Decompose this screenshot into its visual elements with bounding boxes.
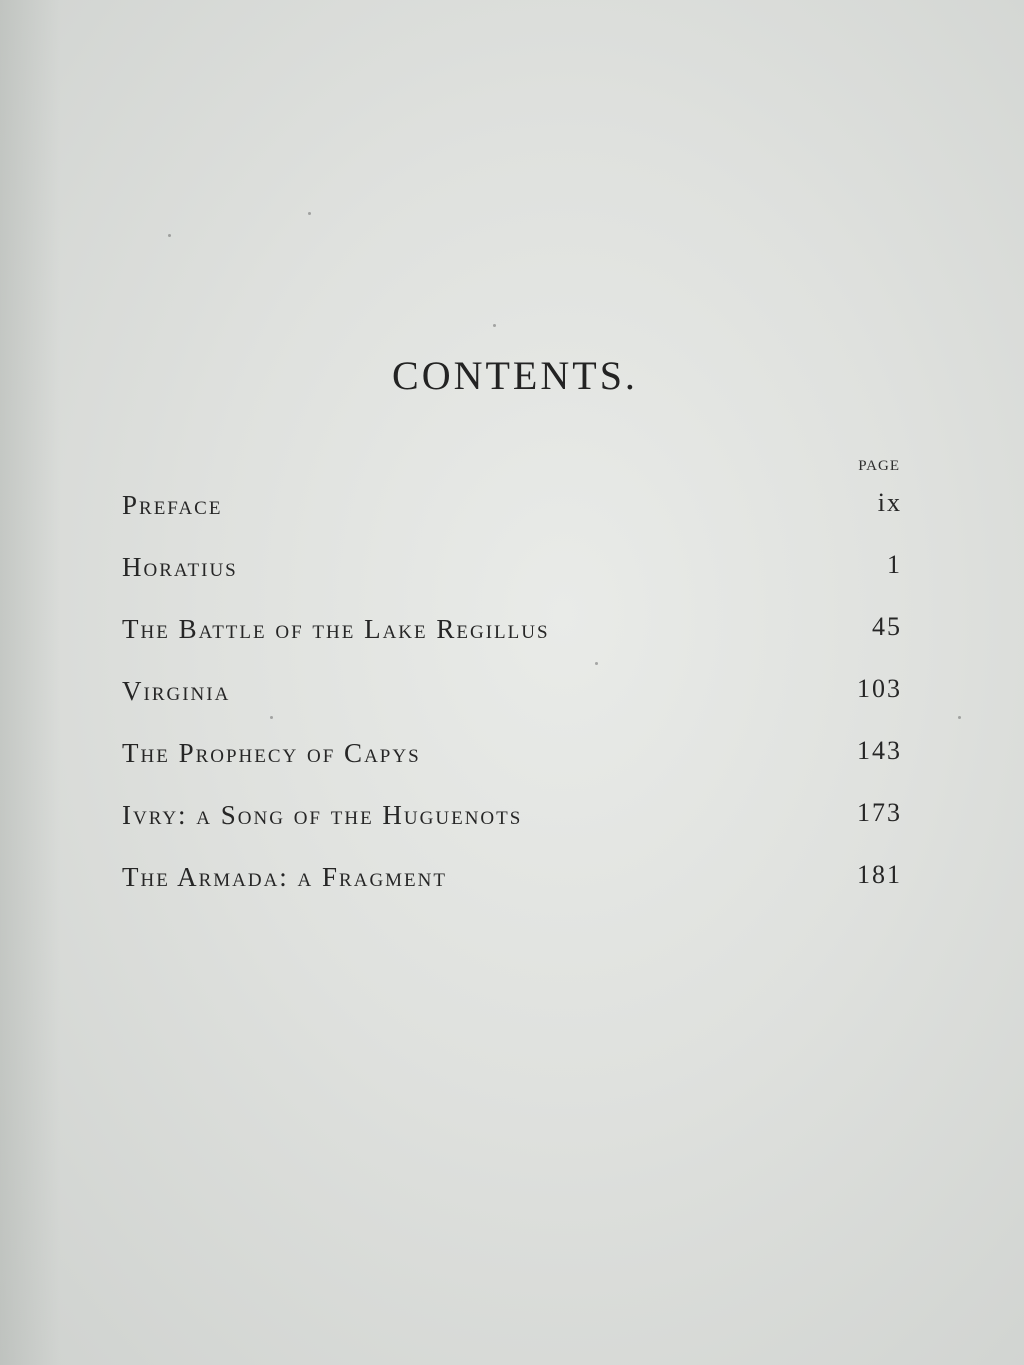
dot-leader xyxy=(244,666,826,706)
toc-entry-prophecy-of-capys[interactable] xyxy=(122,728,902,790)
toc-entry-page: 1 xyxy=(887,550,902,579)
toc-entry-title: The Battle of the Lake Regillus xyxy=(122,614,550,644)
toc-entry-title: The Prophecy of Capys xyxy=(122,738,421,768)
toc-entry-lake-regillus[interactable] xyxy=(122,604,902,666)
paper-speck xyxy=(308,212,311,215)
toc-entry-title: Ivry: a Song of the Huguenots xyxy=(122,800,523,830)
toc-entry-virginia[interactable] xyxy=(122,666,902,728)
toc-entry-page: 173 xyxy=(857,798,902,827)
table-of-contents xyxy=(122,480,902,914)
toc-entry-ivry[interactable] xyxy=(122,790,902,852)
paper-speck xyxy=(493,324,496,327)
page-column-label: PAGE xyxy=(858,458,900,474)
dot-leader xyxy=(252,542,826,582)
toc-entry-title: Horatius xyxy=(122,552,238,582)
dot-leader xyxy=(536,790,826,830)
toc-entry-page: ix xyxy=(877,488,902,517)
paper-speck xyxy=(168,234,171,237)
toc-entry-horatius[interactable] xyxy=(122,542,902,604)
toc-entry-page: 143 xyxy=(857,736,902,765)
contents-heading: CONTENTS. xyxy=(392,353,638,398)
toc-entry-title: The Armada: a Fragment xyxy=(122,862,447,892)
toc-entry-title: Preface xyxy=(122,490,223,520)
dot-leader xyxy=(461,852,826,892)
toc-entry-page: 103 xyxy=(857,674,902,703)
paper-speck xyxy=(958,716,961,719)
toc-entry-preface[interactable] xyxy=(122,480,902,542)
toc-entry-title: Virginia xyxy=(122,676,231,706)
toc-entry-page: 181 xyxy=(857,860,902,889)
toc-entry-armada[interactable] xyxy=(122,852,902,914)
dot-leader xyxy=(236,480,826,520)
dot-leader xyxy=(564,604,826,644)
dot-leader xyxy=(435,728,826,768)
toc-entry-page: 45 xyxy=(872,612,902,641)
